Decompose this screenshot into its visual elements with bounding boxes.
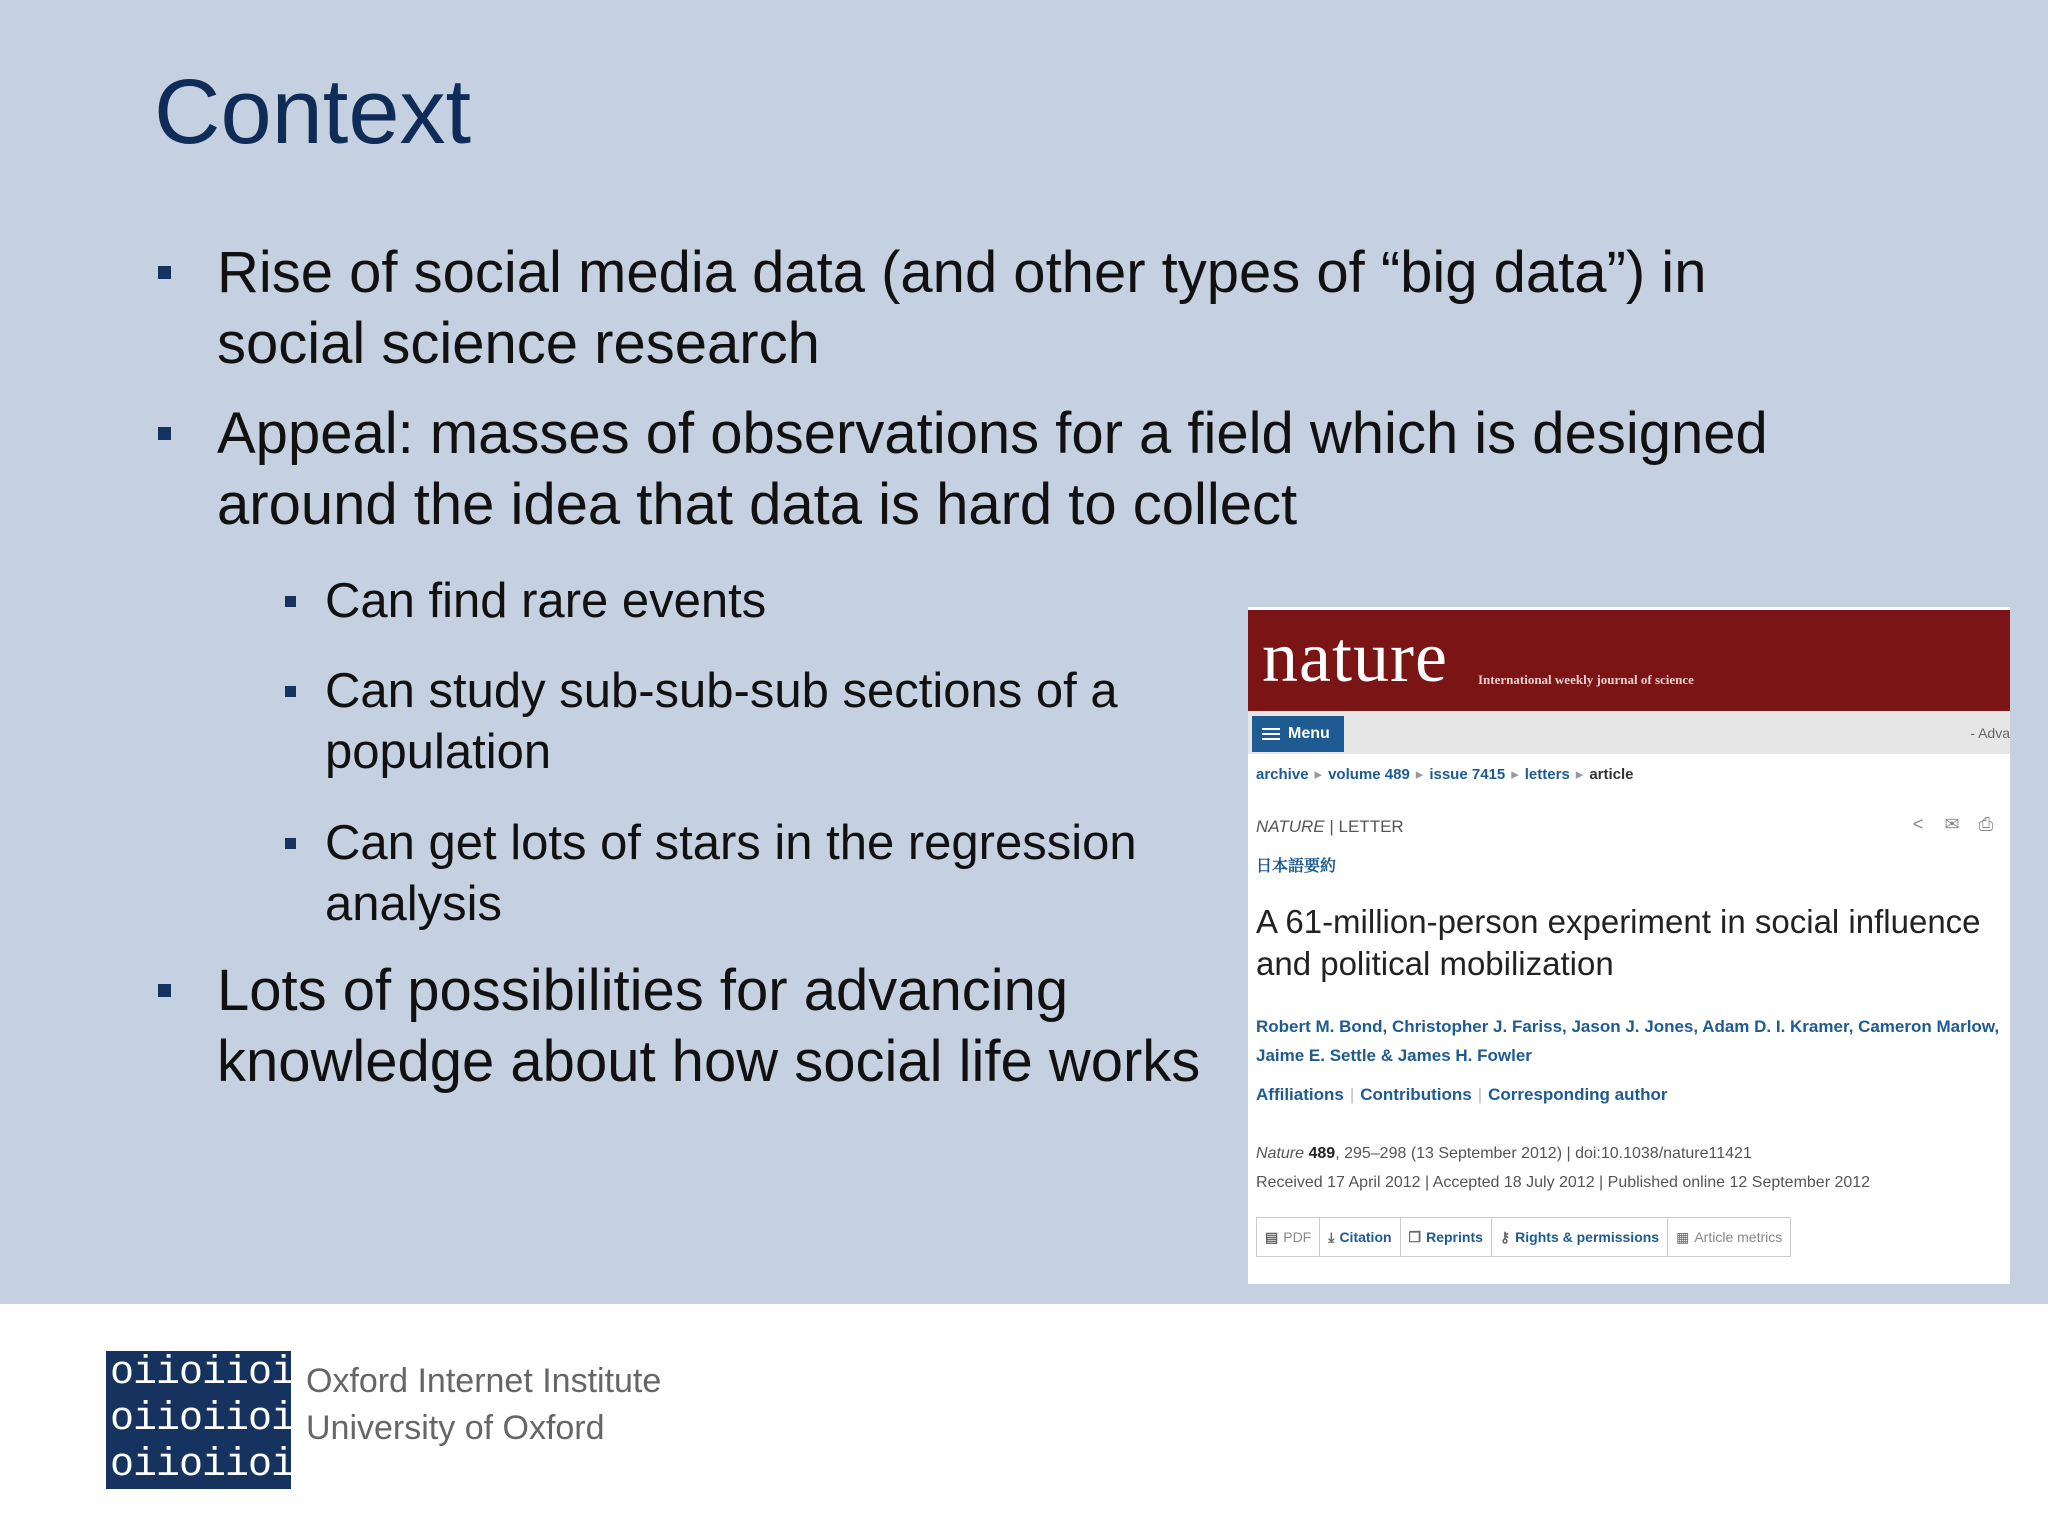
corresponding-author-link[interactable]: Corresponding author bbox=[1488, 1085, 1668, 1104]
breadcrumb-separator: ▸ bbox=[1415, 766, 1424, 783]
nature-tagline: International weekly journal of science bbox=[1478, 672, 1694, 687]
breadcrumb-separator: ▸ bbox=[1314, 766, 1323, 783]
bullet-2 bbox=[217, 398, 1837, 540]
citation-button[interactable]: ⤓ Citation bbox=[1320, 1218, 1400, 1256]
nature-article-screenshot bbox=[1248, 607, 2010, 1284]
link-separator: | bbox=[1349, 1085, 1355, 1104]
article-actions bbox=[1256, 1217, 1791, 1257]
email-icon[interactable]: ✉ bbox=[1944, 814, 1960, 834]
breadcrumb-separator: ▸ bbox=[1511, 766, 1519, 783]
citation-volume: 489 bbox=[1308, 1145, 1336, 1162]
bullet-text: Rise of social media data (and other types of “big data”) in social science research bbox=[217, 240, 1707, 376]
nature-logo: nature bbox=[1262, 617, 1448, 697]
contributions-link[interactable]: Contributions bbox=[1360, 1085, 1472, 1104]
bullet-marker bbox=[158, 427, 171, 440]
article-citation: Nature 489, 295–298 (13 September 2012) | doi:10.1038/nature11421 Received 17 April 2012 | Accepted 18 July 2012 | Published online 12 September 2012 bbox=[1256, 1139, 1870, 1197]
breadcrumb-volume[interactable]: volume 489 bbox=[1328, 766, 1410, 783]
nature-header bbox=[1248, 610, 2010, 711]
download-icon: ⤓ bbox=[1328, 1228, 1335, 1245]
breadcrumb-article: article bbox=[1589, 766, 1634, 783]
article-authors[interactable]: Robert M. Bond, Christopher J. Fariss, Jason J. Jones, Adam D. I. Kramer, Cameron Marlow, Jaime E. Settle & James H. Fowler bbox=[1256, 1017, 2000, 1065]
bullet-3 bbox=[217, 955, 1237, 1097]
advanced-search-link[interactable]: - Adva bbox=[1970, 725, 2010, 741]
institute-name bbox=[306, 1358, 661, 1452]
menu-label: Menu bbox=[1288, 725, 1330, 742]
breadcrumb bbox=[1256, 765, 1634, 783]
article-metrics-button[interactable]: ▦ Article metrics bbox=[1676, 1228, 1783, 1245]
share-icon[interactable]: < bbox=[1912, 814, 1924, 834]
reprints-button[interactable]: ❐ Reprints bbox=[1401, 1218, 1492, 1256]
article-title: A 61-million-person experiment in social influence and political mobilization bbox=[1256, 903, 1981, 982]
rights-permissions-button[interactable]: ⚷ Rights & permissions bbox=[1492, 1218, 1668, 1256]
bullet-marker bbox=[285, 596, 296, 607]
article-dates: Received 17 April 2012 | Accepted 18 July 2012 | Published online 12 September 2012 bbox=[1256, 1174, 1871, 1191]
hamburger-icon bbox=[1262, 725, 1280, 743]
bullet-text: Appeal: masses of observations for a field which is designed around the idea that data is hard to collect bbox=[217, 401, 1768, 537]
breadcrumb-separator: ▸ bbox=[1575, 766, 1584, 783]
menu-button[interactable] bbox=[1252, 716, 1344, 752]
sub-bullet-1 bbox=[325, 571, 1205, 632]
citation-journal: Nature bbox=[1256, 1145, 1305, 1162]
share-tools bbox=[1908, 815, 1996, 833]
logo-row: oiioiioii bbox=[110, 1351, 318, 1396]
affiliations-link[interactable]: Affiliations bbox=[1256, 1085, 1344, 1104]
citation-pages: , 295–298 (13 September 2012) bbox=[1335, 1145, 1563, 1162]
institute-label: Oxford Internet Institute bbox=[306, 1362, 662, 1400]
bullet-text: Can find rare events bbox=[325, 574, 767, 628]
university-label: University of Oxford bbox=[306, 1409, 605, 1447]
bullet-marker bbox=[158, 984, 171, 997]
article-type-label: LETTER bbox=[1338, 817, 1404, 836]
bullet-marker bbox=[285, 838, 296, 849]
pdf-icon: ▤ bbox=[1265, 1228, 1279, 1245]
citation-doi: doi:10.1038/nature11421 bbox=[1575, 1145, 1752, 1162]
bullet-1 bbox=[217, 237, 1777, 379]
logo-row: oiioiioii bbox=[110, 1397, 318, 1442]
sub-bullet-2 bbox=[325, 661, 1205, 783]
article-journal: NATURE bbox=[1256, 817, 1325, 836]
bullet-text: Can study sub-sub-sub sections of a population bbox=[325, 664, 1118, 779]
pdf-button[interactable]: ▤ PDF bbox=[1257, 1218, 1320, 1256]
breadcrumb-letters[interactable]: letters bbox=[1524, 766, 1570, 783]
breadcrumb-issue[interactable]: issue 7415 bbox=[1429, 766, 1506, 783]
breadcrumb-archive[interactable]: archive bbox=[1256, 766, 1309, 783]
bullet-marker bbox=[158, 266, 171, 279]
key-icon: ⚷ bbox=[1499, 1228, 1511, 1245]
bullet-text: Lots of possibilities for advancing knowledge about how social life works bbox=[217, 958, 1201, 1094]
sub-bullet-3 bbox=[325, 813, 1205, 935]
article-info-links bbox=[1256, 1085, 1668, 1105]
metrics-icon: ▦ bbox=[1676, 1228, 1690, 1245]
logo-row: oiioiioii bbox=[110, 1443, 318, 1488]
link-separator: | bbox=[1477, 1085, 1483, 1104]
print-icon[interactable]: ⎙ bbox=[1978, 814, 1994, 834]
oii-logo bbox=[106, 1351, 318, 1489]
bullet-text: Can get lots of stars in the regression analysis bbox=[325, 816, 1137, 931]
japanese-summary-link[interactable]: 日本語要約 bbox=[1256, 858, 1337, 875]
bullet-marker bbox=[285, 686, 296, 697]
slide-title: Context bbox=[154, 61, 472, 163]
article-type: NATURE | LETTER bbox=[1256, 817, 1404, 836]
nature-menubar bbox=[1248, 711, 2010, 754]
reprints-icon: ❐ bbox=[1408, 1228, 1422, 1245]
